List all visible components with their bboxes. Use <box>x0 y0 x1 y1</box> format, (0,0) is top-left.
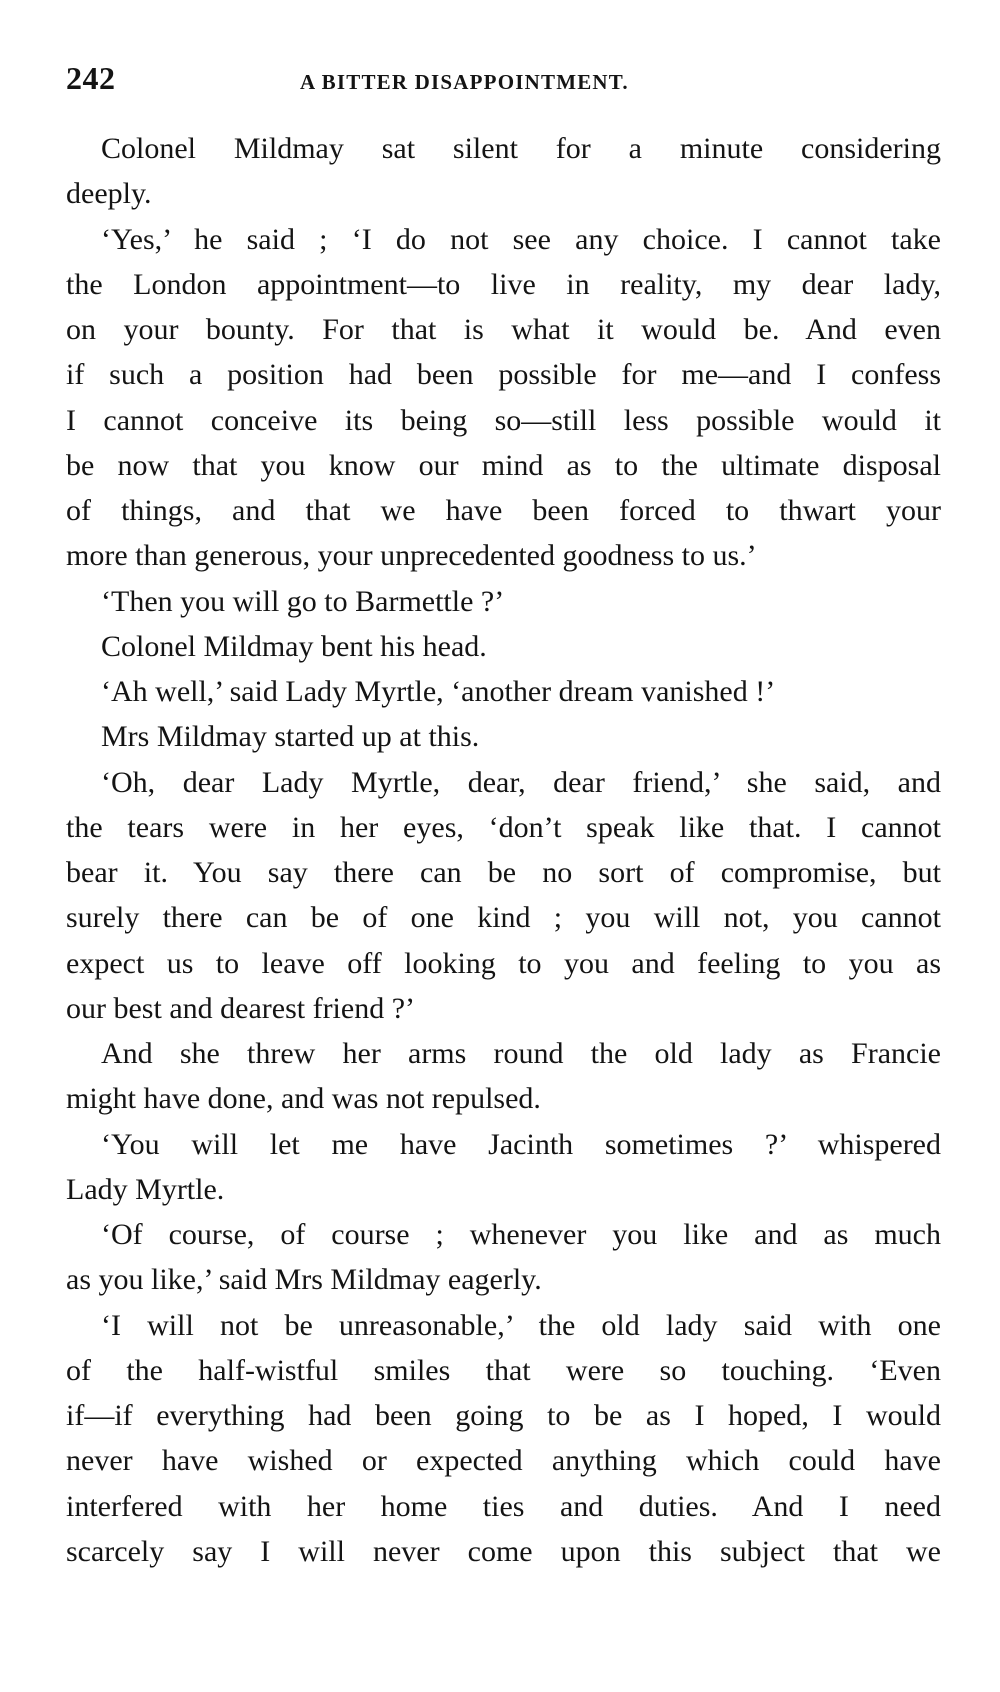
text-line: if such a position had been possible for me—and I confess <box>66 358 941 392</box>
text-line: never have wished or expected anything which could have <box>66 1444 941 1478</box>
text-line: expect us to leave off looking to you and feeling to you as <box>66 946 941 980</box>
page-body-text <box>66 126 941 1574</box>
page-number: 242 <box>66 60 116 96</box>
text-line: ‘Ah well,’ said Lady Myrtle, ‘another dream vanished !’ <box>101 675 776 708</box>
text-line: ‘Of course, of course ; whenever you like and as much <box>101 1218 941 1251</box>
text-line: on your bounty. For that is what it would be. And even <box>66 313 941 346</box>
text-line: of things, and that we have been forced to thwart your <box>66 494 941 527</box>
text-line: I cannot conceive its being so—still less possible would it <box>66 403 941 437</box>
text-line: more than generous, your unprecedented goodness to us.’ <box>66 539 757 573</box>
text-line: And she threw her arms round the old lady as Francie <box>101 1037 941 1070</box>
text-line: Lady Myrtle. <box>66 1172 225 1206</box>
text-line: ‘I will not be unreasonable,’ the old lady said with one <box>101 1308 941 1342</box>
text-line: if—if everything had been going to be as I hoped, I would <box>66 1399 941 1432</box>
text-line: might have done, and was not repulsed. <box>66 1082 541 1116</box>
text-line: ‘Yes,’ he said ; ‘I do not see any choice. I cannot take <box>101 222 941 256</box>
text-line: ‘You will let me have Jacinth sometimes ?’ whispered <box>101 1127 941 1161</box>
text-line: be now that you know our mind as to the ultimate disposal <box>66 448 941 482</box>
text-line: bear it. You say there can be no sort of compromise, but <box>66 856 941 889</box>
text-line: of the half-wistful smiles that were so touching. ‘Even <box>66 1353 941 1387</box>
text-line: as you like,’ said Mrs Mildmay eagerly. <box>66 1263 542 1297</box>
running-title: A BITTER DISAPPOINTMENT. <box>300 70 629 94</box>
text-line: Mrs Mildmay started up at this. <box>101 720 480 754</box>
text-line: our best and dearest friend ?’ <box>66 991 416 1025</box>
text-line: interfered with her home ties and duties. And I need <box>66 1489 941 1523</box>
text-line: the tears were in her eyes, ‘don’t speak like that. I cannot <box>66 810 941 844</box>
text-line: surely there can be of one kind ; you will not, you cannot <box>66 901 941 935</box>
text-line: Colonel Mildmay bent his head. <box>101 629 487 663</box>
text-line: deeply. <box>66 177 152 211</box>
text-line: scarcely say I will never come upon this subject that we <box>66 1534 941 1568</box>
text-line: ‘Then you will go to Barmettle ?’ <box>101 584 505 618</box>
text-line: the London appointment—to live in reality, my dear lady, <box>66 267 941 301</box>
text-line: ‘Oh, dear Lady Myrtle, dear, dear friend,’ she said, and <box>101 765 941 799</box>
text-line: Colonel Mildmay sat silent for a minute considering <box>101 132 941 165</box>
